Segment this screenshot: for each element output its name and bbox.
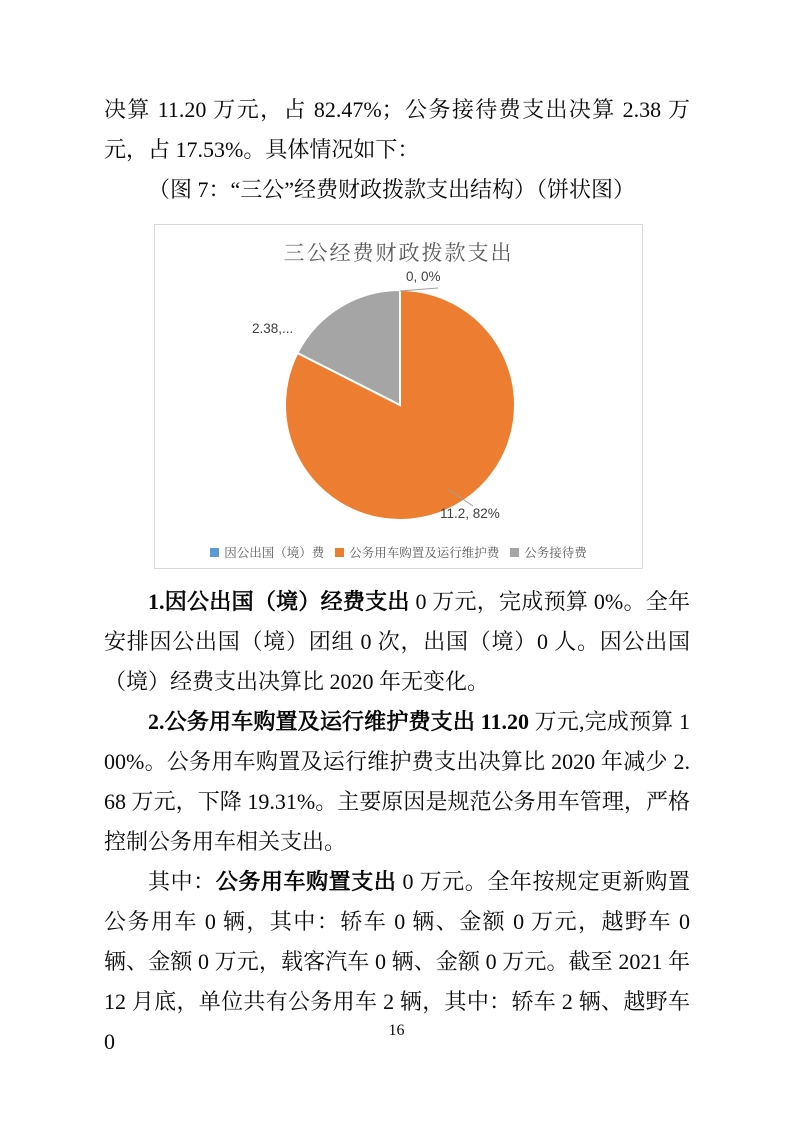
paragraph-vehicle-expense: [104, 702, 690, 862]
legend-swatch-gray: [510, 548, 519, 557]
pie-data-label-reception: 2.38,...: [252, 321, 294, 336]
pie-data-label-vehicles: 11.2, 82%: [440, 506, 500, 521]
paragraph-text: 0 万元。全年按规定更新购置公务用车 0 辆，其中：轿车 0 辆、金额 0 万元，越野车 0 辆、金额 0 万元，载客汽车 0 辆、金额 0 万元。截至 2021 年 12 月底，单位共有公务用车 2 辆，其中：轿车 2 辆、越野车 0: [104, 869, 690, 1054]
page-content: [104, 90, 690, 1062]
chart-title: 三公经费财政拨款支出: [283, 242, 514, 265]
legend-item-overseas: [210, 543, 324, 561]
page-number: 16: [388, 1022, 405, 1039]
paragraph-text: 0 万元，完成预算 0%。全年安排因公出国（境）团组 0 次，出国（境）0 人。因公出国（境）经费支出决算比 2020 年无变化。: [104, 589, 690, 694]
pie-chart: [155, 225, 642, 568]
figure-caption: （图 7：“三公”经费财政拨款支出结构）（饼状图）: [148, 177, 636, 202]
legend-item-reception: [510, 543, 587, 561]
legend-swatch-blue: [210, 548, 219, 557]
paragraph-text: 其中：: [148, 869, 216, 894]
legend-label: 公务用车购置及运行维护费: [349, 546, 500, 560]
legend-swatch-orange: [335, 548, 344, 557]
paragraph-text: 万元,完成预算 100%。公务用车购置及运行维护费支出决算比 2020 年减少 2.68 万元，下降 19.31%。主要原因是规范公务用车管理，严格控制公务用车相关支出。: [104, 709, 690, 854]
pie-chart-card: [154, 224, 643, 569]
legend-item-vehicles: [335, 543, 499, 561]
paragraph-overseas-expense: [104, 582, 690, 702]
paragraph-bold-lead: 2.公务用车购置及运行维护费支出 11.20: [148, 709, 529, 734]
paragraph-intro-continuation: 决算 11.20 万元，占 82.47%；公务接待费支出决算 2.38 万元，占 17.53%。具体情况如下：: [104, 97, 690, 162]
pie-slices: [285, 290, 515, 520]
legend-label: 公务接待费: [524, 546, 587, 560]
paragraph-bold-lead: 公务用车购置支出: [215, 869, 397, 894]
paragraph-bold-lead: 1.因公出国（境）经费支出: [148, 589, 410, 614]
legend-label: 因公出国（境）费: [224, 546, 325, 560]
chart-legend: [155, 543, 642, 561]
pie-data-label-overseas: 0, 0%: [406, 269, 441, 284]
